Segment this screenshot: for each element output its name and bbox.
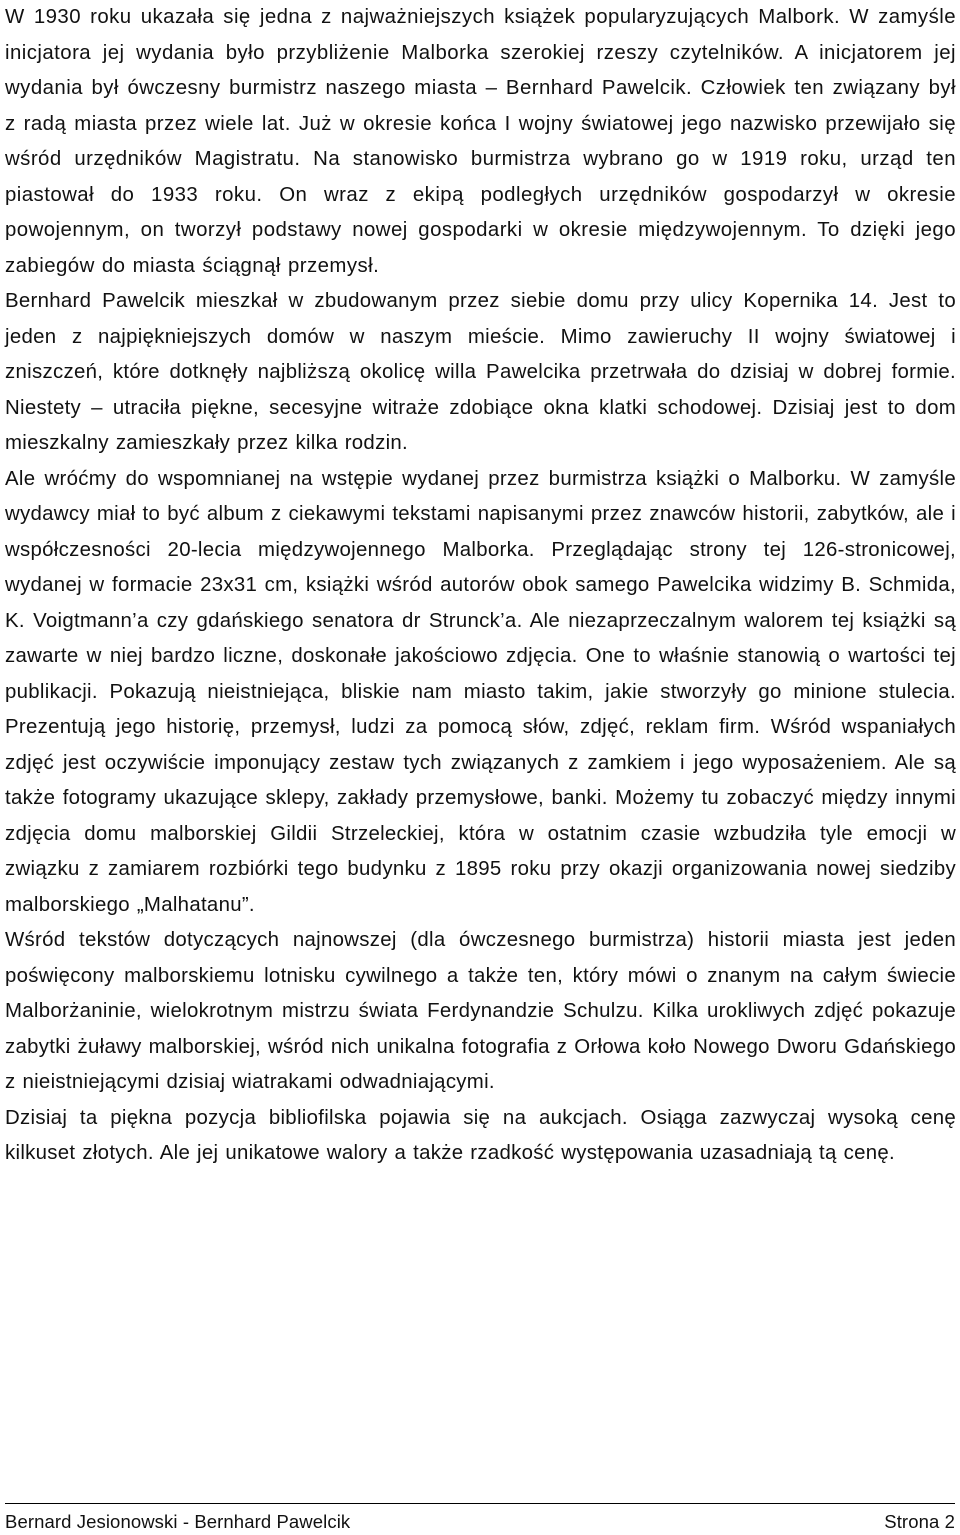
footer-author-title: Bernard Jesionowski - Bernhard Pawelcik bbox=[5, 1511, 351, 1532]
document-body bbox=[5, 0, 956, 1172]
paragraph-5: Dzisiaj ta piękna pozycja bibliofilska pojawia się na aukcjach. Osiąga zazwyczaj wysoką cenę kilkuset złotych. Ale jej unikatowe walory a także rzadkość występowania uzasadniają tą cenę. bbox=[5, 1106, 956, 1164]
footer-page-number: Strona 2 bbox=[884, 1511, 955, 1532]
paragraph-3: Ale wróćmy do wspomnianej na wstępie wydanej przez burmistrza książki o Malborku. W zamyśle wydawcy miał to być album z ciekawymi tekstami napisanymi przez znawców historii, zabytków, ale i współczesności 20-lecia międzywojennego Malborka. Przeglądając strony tej 126-stronicowej, wydanej w formacie 23x31 cm, książki wśród autorów obok samego Pawelcika widzimy B. Schmida, K. Voigtmann’a czy gdańskiego senatora dr Strunck’a. Ale niezaprzeczalnym walorem tej książki są zawarte w niej bardzo liczne, doskonałe jakościowo zdjęcia. One to właśnie stanowią o wartości tej publikacji. Pokazują nieistniejąca, bliskie nam miasto takim, jakie stworzyły go minione stulecia. Prezentują jego historię, przemysł, ludzi za pomocą słów, zdjęć, reklam firm. Wśród wspaniałych zdjęć jest oczywiście imponujący zestaw tych związanych z zamkiem i jego wyposażeniem. Ale są także fotogramy ukazujące sklepy, zakłady przemysłowe, banki. Możemy tu zobaczyć między innymi zdjęcia domu malborskiej Gildii Strzeleckiej, która w ostatnim czasie wzbudziła tyle emocji w związku z zamiarem rozbiórki tego budynku z 1895 roku przy okazji organizowania nowej siedziby malborskiego „Malhatanu”. bbox=[5, 467, 956, 916]
paragraph-1: W 1930 roku ukazała się jedna z najważniejszych książek popularyzujących Malbork. W zamyśle inicjatora jej wydania było przybliżenie Malborka szerokiej rzeszy czytelników. A inicjatorem jej wydania był ówczesny burmistrz naszego miasta – Bernhard Pawelcik. Człowiek ten związany był z radą miasta przez wiele lat. Już w okresie końca I wojny światowej jego nazwisko przewijało się wśród urzędników Magistratu. Na stanowisko burmistrza wybrano go w 1919 roku, urząd ten piastował do 1933 roku. On wraz z ekipą podległych urzędników gospodarzył w okresie powojennym, on tworzył podstawy nowej gospodarki w okresie międzywojennym. To dzięki jego zabiegów do miasta ściągnął przemysł. bbox=[5, 6, 956, 277]
page-footer bbox=[5, 1503, 955, 1534]
paragraph-4: Wśród tekstów dotyczących najnowszej (dla ówczesnego burmistrza) historii miasta jest jeden poświęcony malborskiemu lotnisku cywilnego a także ten, który mówi o znanym na całym świecie Malborżaninie, wielokrotnym mistrzu świata Ferdynandzie Schulzu. Kilka urokliwych zdjęć pokazuje zabytki żuławy malborskiej, wśród nich unikalna fotografia z Orłowa koło Nowego Dworu Gdańskiego z nieistniejącymi dzisiaj wiatrakami odwadniającymi. bbox=[5, 929, 956, 1093]
paragraph-2: Bernhard Pawelcik mieszkał w zbudowanym przez siebie domu przy ulicy Kopernika 14. Jest to jeden z najpiękniejszych domów w naszym mieście. Mimo zawieruchy II wojny światowej i zniszczeń, które dotknęły najbliższą okolicę willa Pawelcika przetrwała do dzisiaj w dobrej formie. Niestety – utraciła piękne, secesyjne witraże zdobiące okna klatki schodowej. Dzisiaj jest to dom mieszkalny zamieszkały przez kilka rodzin. bbox=[5, 290, 956, 454]
